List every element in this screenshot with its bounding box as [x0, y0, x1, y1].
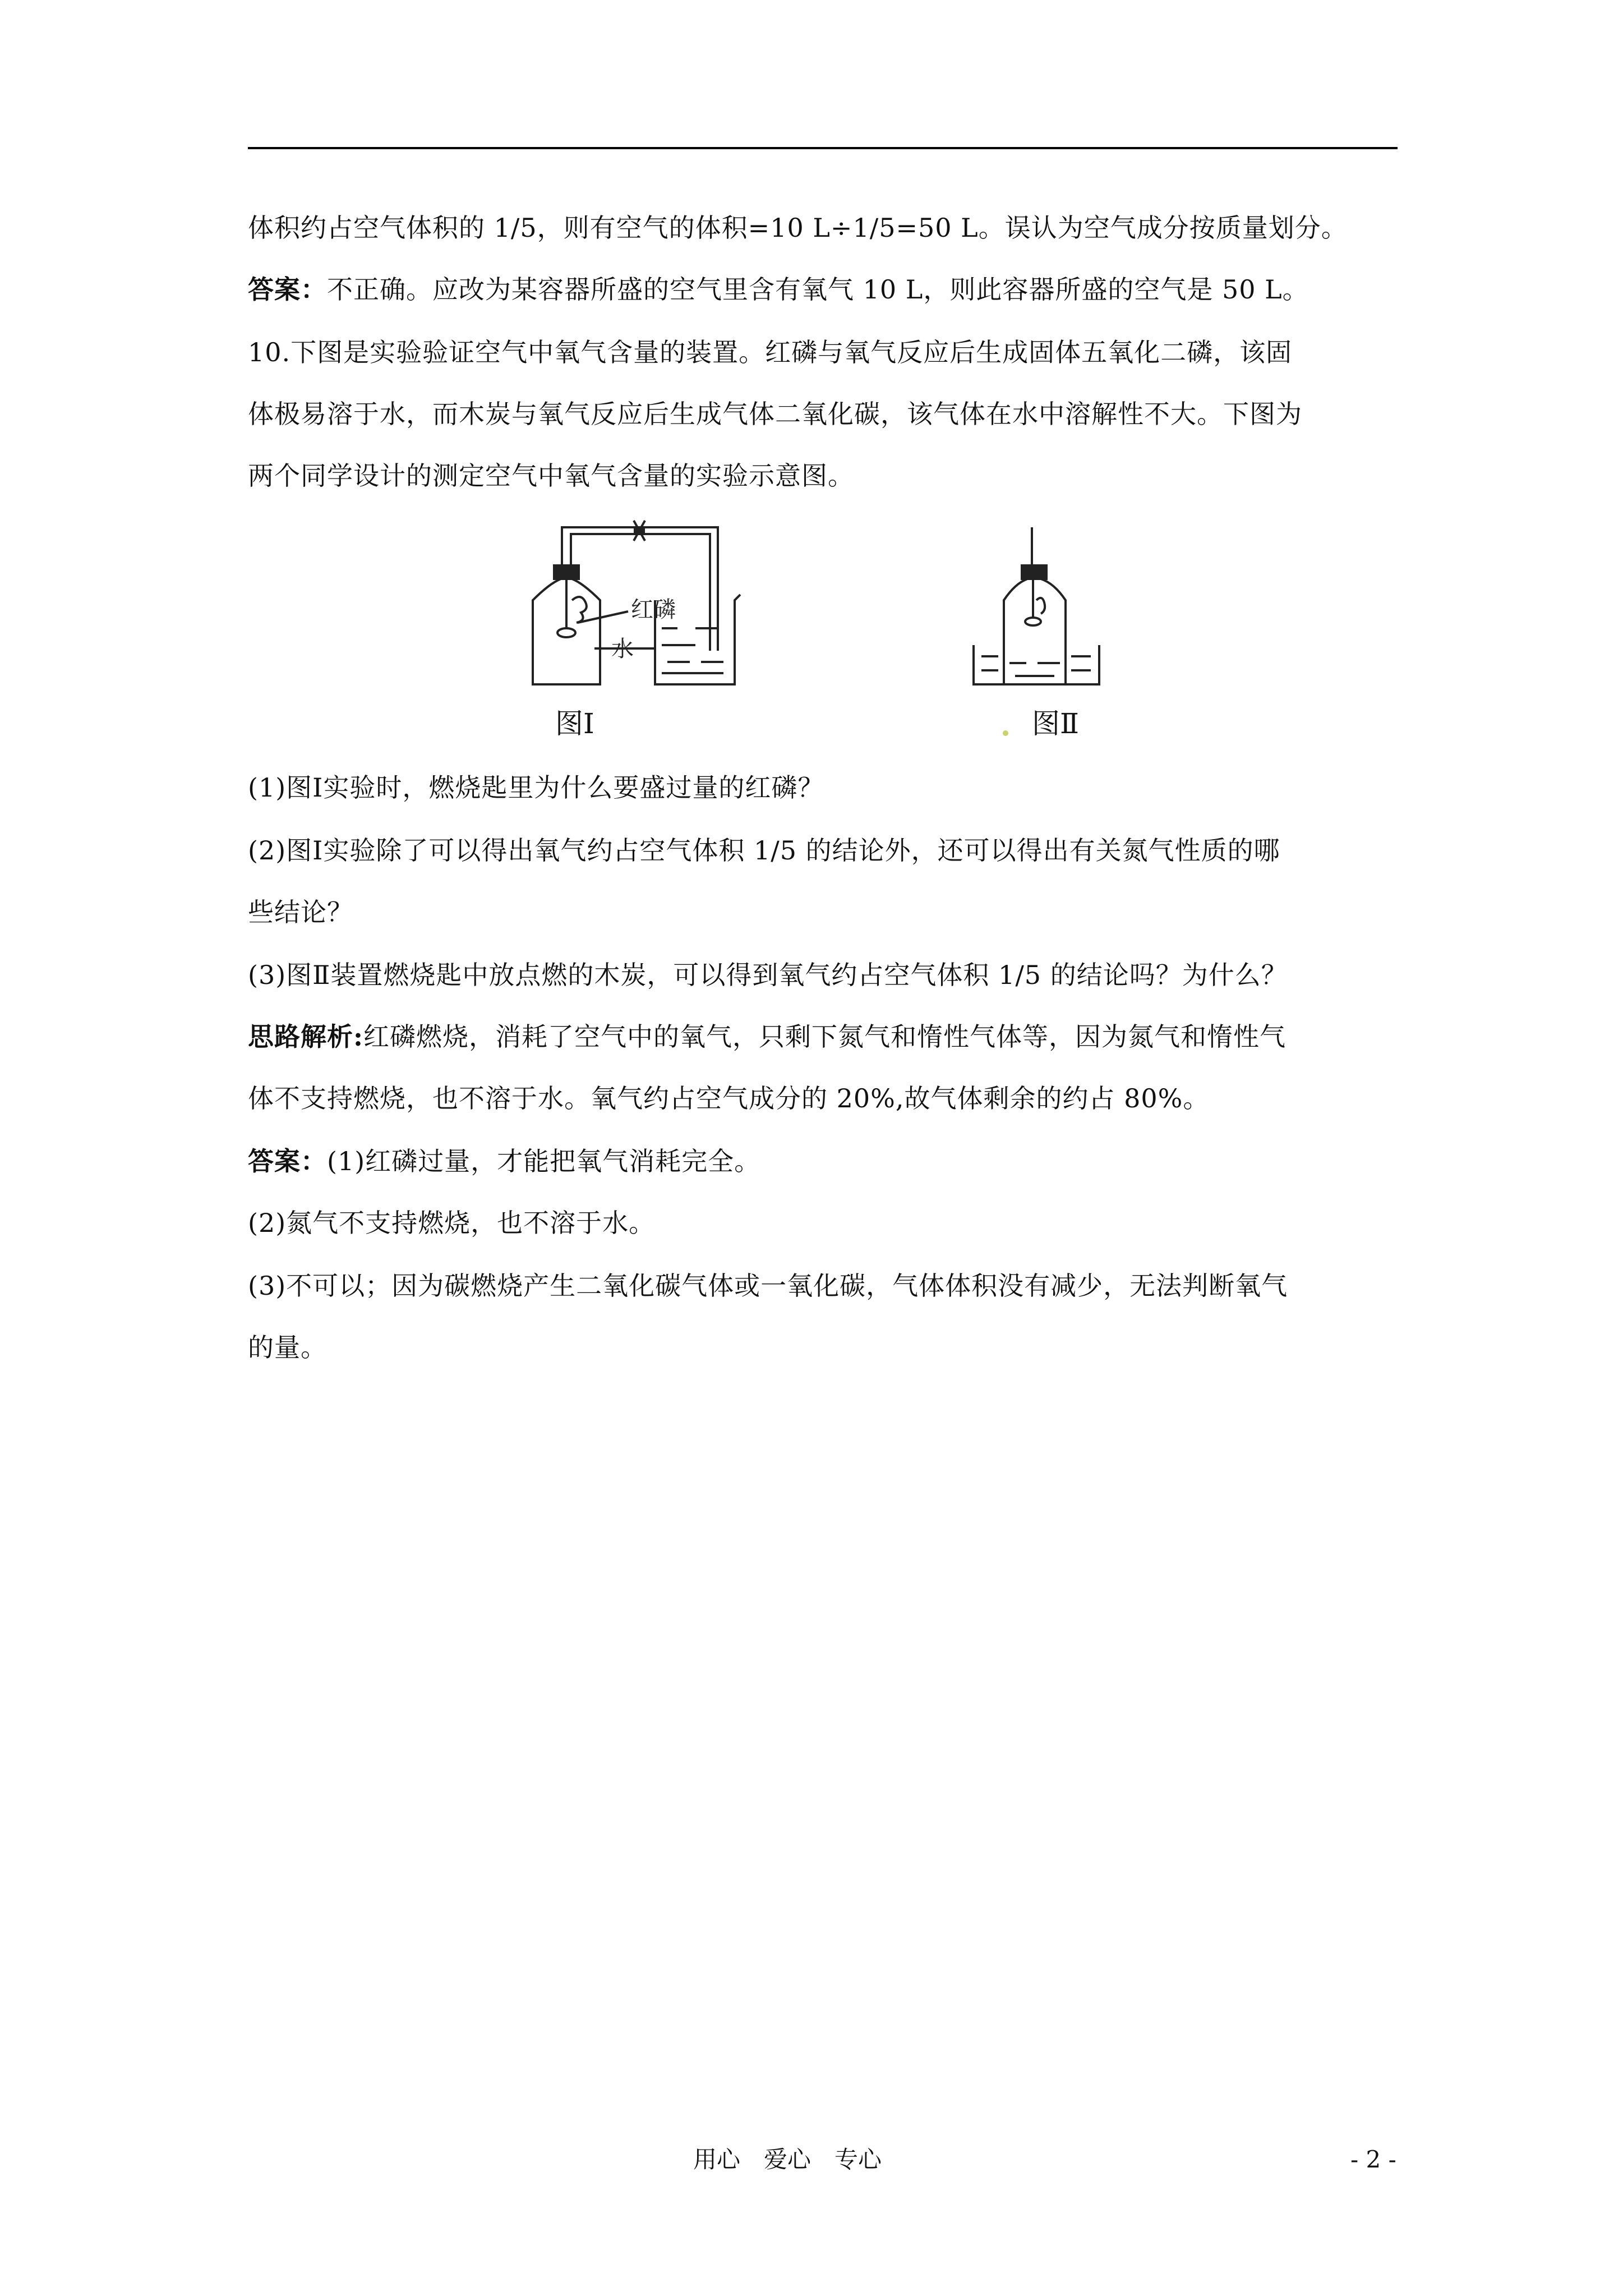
answer-3: (3)不可以；因为碳燃烧产生二氧化碳气体或一氧化碳，气体体积没有减少，无法判断氧气 — [248, 1271, 1288, 1301]
text-line: 体积约占空气体积的 1/5，则有空气的体积=10 L÷1/5=50 L。误认为空气成分按质量划分。 — [248, 213, 1348, 243]
question-2-cont: 些结论？ — [248, 897, 353, 927]
analysis-line — [248, 1020, 1403, 1053]
answer-label: 答案： — [248, 1146, 327, 1176]
question-line: 两个同学设计的测定空气中氧气含量的实验示意图。 — [248, 461, 854, 491]
figure-2-apparatus — [970, 516, 1105, 696]
figure-2-caption: 图Ⅱ — [1032, 707, 1079, 740]
question-1: (1)图Ⅰ实验时，燃烧匙里为什么要盛过量的红磷？ — [248, 772, 824, 803]
answer-text: 不正确。应改为某容器所盛的空气里含有氧气 10 L，则此容器所盛的空气是 50 L。 — [327, 274, 1309, 305]
answer-line — [248, 273, 1403, 306]
analysis-text: 红磷燃烧，消耗了空气中的氧气，只剩下氮气和惰性气体等，因为氮气和惰性气 — [363, 1022, 1286, 1052]
answer-label: 答案： — [248, 274, 327, 305]
analysis-line-cont: 体不支持燃烧，也不溶于水。氧气约占空气成分的 20%,故气体剩余的约占 80%。 — [248, 1083, 1210, 1114]
header-rule — [248, 147, 1398, 149]
label-phosphorus: 红磷 — [631, 597, 676, 623]
page-number: - 2 - — [1350, 2146, 1396, 2173]
answer-3-cont: 的量。 — [248, 1332, 327, 1363]
question-line: 体极易溶于水，而木炭与氧气反应后生成气体二氧化碳，该气体在水中溶解性不大。下图为 — [248, 399, 1302, 429]
answer-2: (2)氮气不支持燃烧，也不溶于水。 — [248, 1208, 656, 1238]
answer-1: (1)红磷过量，才能把氧气消耗完全。 — [327, 1146, 761, 1176]
label-water: 水 — [611, 636, 634, 662]
question-line: 10.下图是实验验证空气中氧气含量的装置。红磷与氧气反应后生成固体五氧化二磷，该固 — [248, 337, 1293, 367]
figure-1-caption: 图Ⅰ — [555, 707, 594, 740]
figure-1-apparatus — [527, 516, 841, 696]
analysis-label: 思路解析: — [248, 1022, 363, 1052]
footer-center: 用心 爱心 专心 — [693, 2146, 882, 2173]
question-3: (3)图Ⅱ装置燃烧匙中放点燃的木炭，可以得到氧气约占空气体积 1/5 的结论吗？为什么？ — [248, 960, 1288, 990]
decorative-dot — [1003, 730, 1008, 736]
question-2: (2)图Ⅰ实验除了可以得出氧气约占空气体积 1/5 的结论外，还可以得出有关氮气性质的哪 — [248, 835, 1280, 866]
answer-line — [248, 1144, 1403, 1178]
